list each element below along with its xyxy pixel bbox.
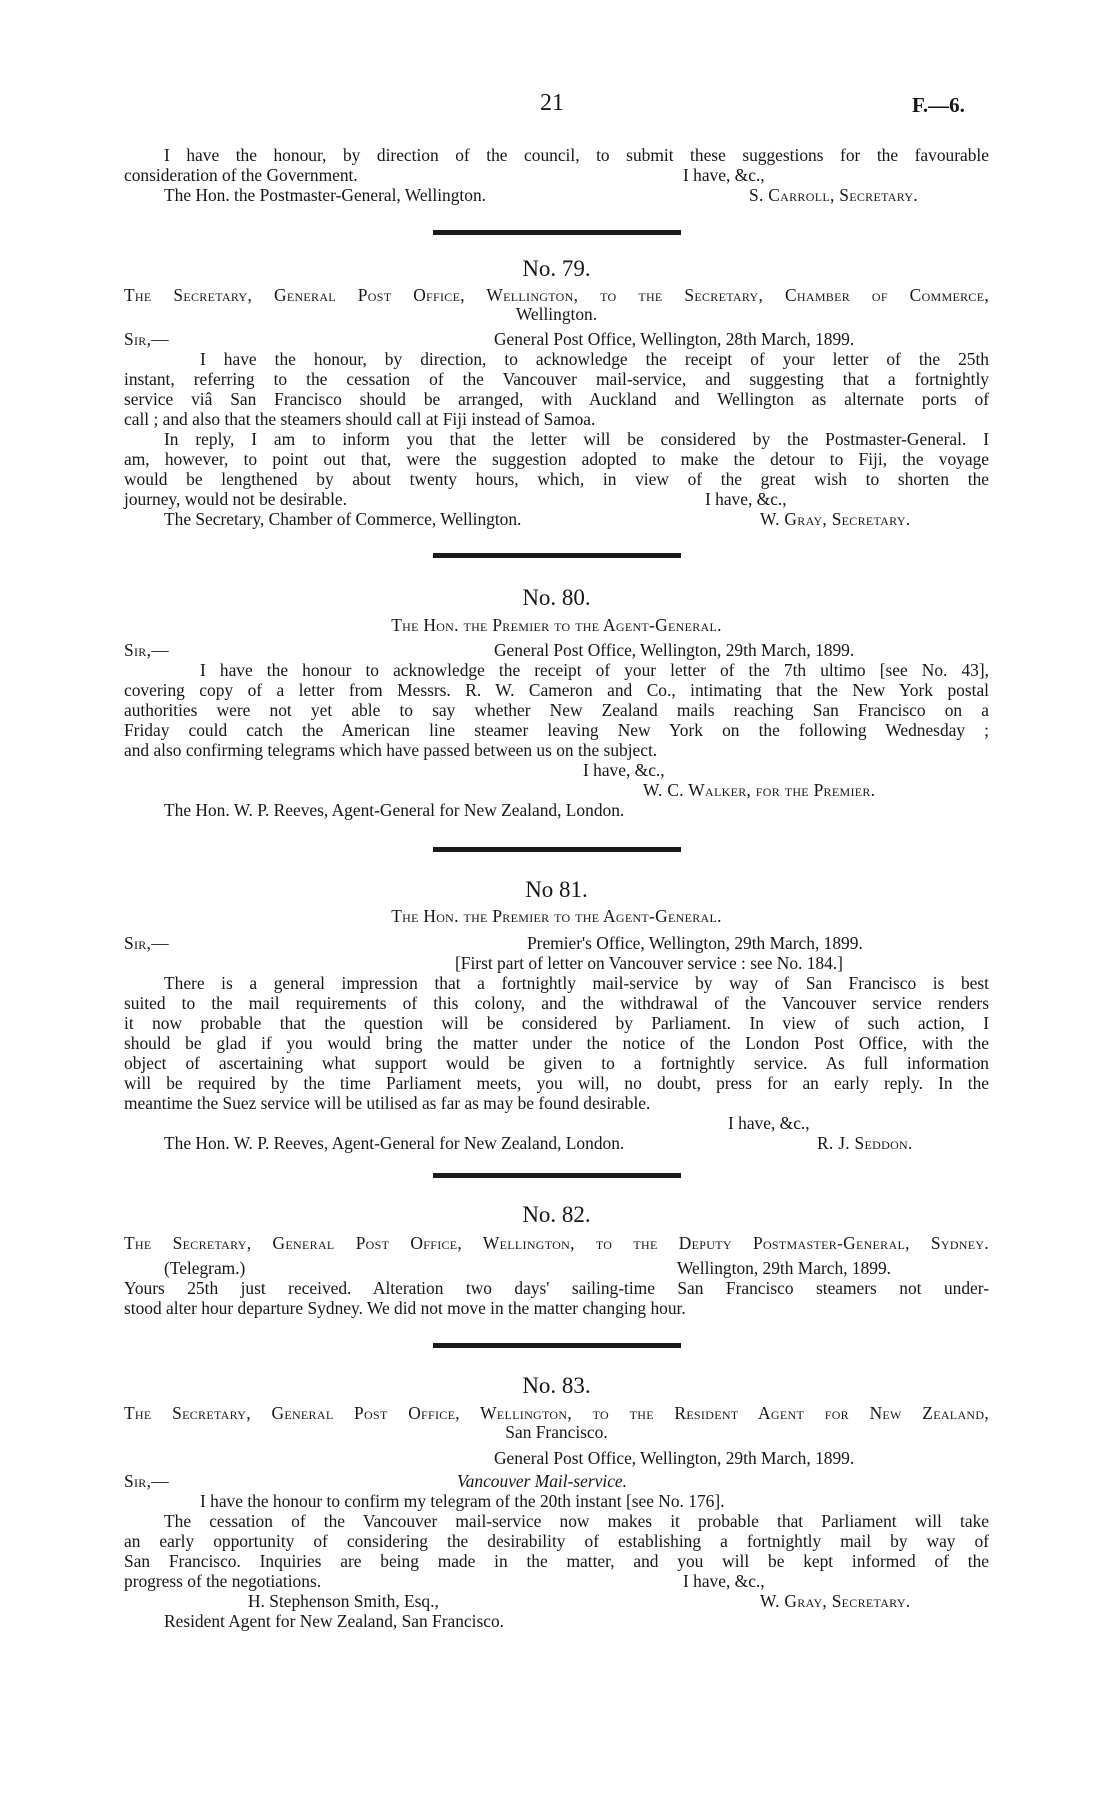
- section-divider: [433, 553, 681, 558]
- paragraph-line: progress of the negotiations.: [124, 1571, 322, 1591]
- paragraph-line: covering copy of a letter from Messrs. R. W. Cameron and Co., intimating that the New York postal: [124, 680, 989, 700]
- paragraph-line: object of ascertaining what support would be given to a fortnightly service. As full information: [124, 1053, 989, 1073]
- signature: R. J. Seddon.: [817, 1133, 913, 1153]
- paragraph-line: will be required by the time Parliament meets, you will, no doubt, press for an early reply. In the: [124, 1073, 989, 1093]
- addressee: The Secretary, Chamber of Commerce, Wellington.: [164, 509, 522, 529]
- letter-heading: San Francisco.: [505, 1422, 608, 1442]
- addressee: The Hon. the Postmaster-General, Wellington.: [164, 185, 486, 205]
- subject-line: Vancouver Mail-service.: [457, 1471, 627, 1491]
- letter-number-83: No. 83.: [522, 1373, 591, 1398]
- letter-heading: The Hon. the Premier to the Agent-General.: [391, 906, 722, 926]
- page-number: 21: [540, 90, 564, 116]
- section-divider: [433, 847, 681, 852]
- closing: I have, &c.,: [705, 489, 787, 509]
- paragraph-line: it now probable that the question will be considered by Parliament. In view of such action, I: [124, 1013, 989, 1033]
- paragraph-line: In reply, I am to inform you that the letter will be considered by the Postmaster-General. I: [164, 429, 989, 449]
- letter-number-80: No. 80.: [522, 585, 591, 610]
- signature: S. Carroll, Secretary.: [749, 185, 918, 205]
- paragraph-line: The cessation of the Vancouver mail-service now makes it probable that Parliament will take: [164, 1511, 989, 1531]
- salutation: Sir,—: [124, 933, 169, 953]
- letter-heading: The Secretary, General Post Office, Wellington, to the Secretary, Chamber of Commerce,: [124, 285, 989, 305]
- dateline: Premier's Office, Wellington, 29th March, 1899.: [527, 933, 863, 953]
- paragraph-line: I have the honour, by direction of the council, to submit these suggestions for the favourable: [164, 145, 989, 165]
- editorial-note: [First part of letter on Vancouver service : see No. 184.]: [455, 953, 843, 973]
- dateline: General Post Office, Wellington, 28th March, 1899.: [494, 329, 855, 349]
- telegram-label: (Telegram.): [164, 1258, 246, 1278]
- addressee: The Hon. W. P. Reeves, Agent-General for New Zealand, London.: [164, 1133, 625, 1153]
- paragraph-line: should be glad if you would bring the matter under the notice of the London Post Office, with the: [124, 1033, 989, 1053]
- page-reference: F.—6.: [912, 93, 965, 117]
- paragraph-line: instant, referring to the cessation of the Vancouver mail-service, and suggesting that a fortnightly: [124, 369, 989, 389]
- paragraph-line: stood alter hour departure Sydney. We did not move in the matter changing hour.: [124, 1298, 686, 1318]
- paragraph-line: I have the honour to acknowledge the receipt of your letter of the 7th ultimo [see No. 43],: [200, 660, 989, 680]
- paragraph-line: authorities were not yet able to say whether New Zealand mails reaching San Francisco on a: [124, 700, 989, 720]
- dateline: Wellington, 29th March, 1899.: [677, 1258, 892, 1278]
- salutation: Sir,—: [124, 1471, 169, 1491]
- closing: I have, &c.,: [728, 1113, 810, 1133]
- paragraph-line: service viâ San Francisco should be arranged, with Auckland and Wellington as alternate ports of: [124, 389, 989, 409]
- addressee: The Hon. W. P. Reeves, Agent-General for New Zealand, London.: [164, 800, 625, 820]
- letter-heading: Wellington.: [515, 304, 598, 324]
- dateline: General Post Office, Wellington, 29th March, 1899.: [494, 1448, 855, 1468]
- addressee: Resident Agent for New Zealand, San Francisco.: [164, 1611, 504, 1631]
- paragraph-line: Friday could catch the American line steamer leaving New York on the following Wednesday ;: [124, 720, 989, 740]
- signature: W. C. Walker, for the Premier.: [643, 780, 876, 800]
- paragraph-line: journey, would not be desirable.: [124, 489, 347, 509]
- salutation: Sir,—: [124, 329, 169, 349]
- signature: W. Gray, Secretary.: [760, 509, 911, 529]
- paragraph-line: consideration of the Government.: [124, 165, 358, 185]
- letter-number-79: No. 79.: [522, 256, 591, 281]
- paragraph-line: meantime the Suez service will be utilised as far as may be found desirable.: [124, 1093, 651, 1113]
- paragraph-line: am, however, to point out that, were the suggestion adopted to make the detour to Fiji, the voyage: [124, 449, 989, 469]
- section-divider: [433, 1173, 681, 1178]
- signature: W. Gray, Secretary.: [760, 1591, 911, 1611]
- salutation: Sir,—: [124, 640, 169, 660]
- paragraph-line: I have the honour to confirm my telegram of the 20th instant [see No. 176].: [200, 1491, 725, 1511]
- paragraph-line: call ; and also that the steamers should call at Fiji instead of Samoa.: [124, 409, 596, 429]
- paragraph-line: and also confirming telegrams which have passed between us on the subject.: [124, 740, 658, 760]
- closing: I have, &c.,: [683, 165, 765, 185]
- letter-heading: The Hon. the Premier to the Agent-General.: [391, 615, 722, 635]
- paragraph-line: suited to the mail requirements of this colony, and the withdrawal of the Vancouver service renders: [124, 993, 989, 1013]
- letter-number-81: No 81.: [525, 877, 588, 902]
- section-divider: [433, 1343, 681, 1348]
- paragraph-line: an early opportunity of considering the desirability of establishing a fortnightly mail by way of: [124, 1531, 989, 1551]
- closing: I have, &c.,: [583, 760, 665, 780]
- paragraph-line: There is a general impression that a fortnightly mail-service by way of San Francisco is best: [164, 973, 989, 993]
- paragraph-line: San Francisco. Inquiries are being made in the matter, and you will be kept informed of the: [124, 1551, 989, 1571]
- paragraph-line: Yours 25th just received. Alteration two days' sailing-time San Francisco steamers not under-: [124, 1278, 989, 1298]
- letter-heading: The Secretary, General Post Office, Wellington, to the Deputy Postmaster-General, Sydney.: [124, 1233, 989, 1253]
- addressee: H. Stephenson Smith, Esq.,: [248, 1591, 439, 1611]
- paragraph-line: would be lengthened by about twenty hours, which, in view of the great wish to shorten the: [124, 469, 989, 489]
- dateline: General Post Office, Wellington, 29th March, 1899.: [494, 640, 855, 660]
- letter-number-82: No. 82.: [522, 1202, 591, 1227]
- closing: I have, &c.,: [683, 1571, 765, 1591]
- section-divider: [433, 230, 681, 235]
- letter-heading: The Secretary, General Post Office, Wellington, to the Resident Agent for New Zealand,: [124, 1403, 989, 1423]
- paragraph-line: I have the honour, by direction, to acknowledge the receipt of your letter of the 25th: [200, 349, 989, 369]
